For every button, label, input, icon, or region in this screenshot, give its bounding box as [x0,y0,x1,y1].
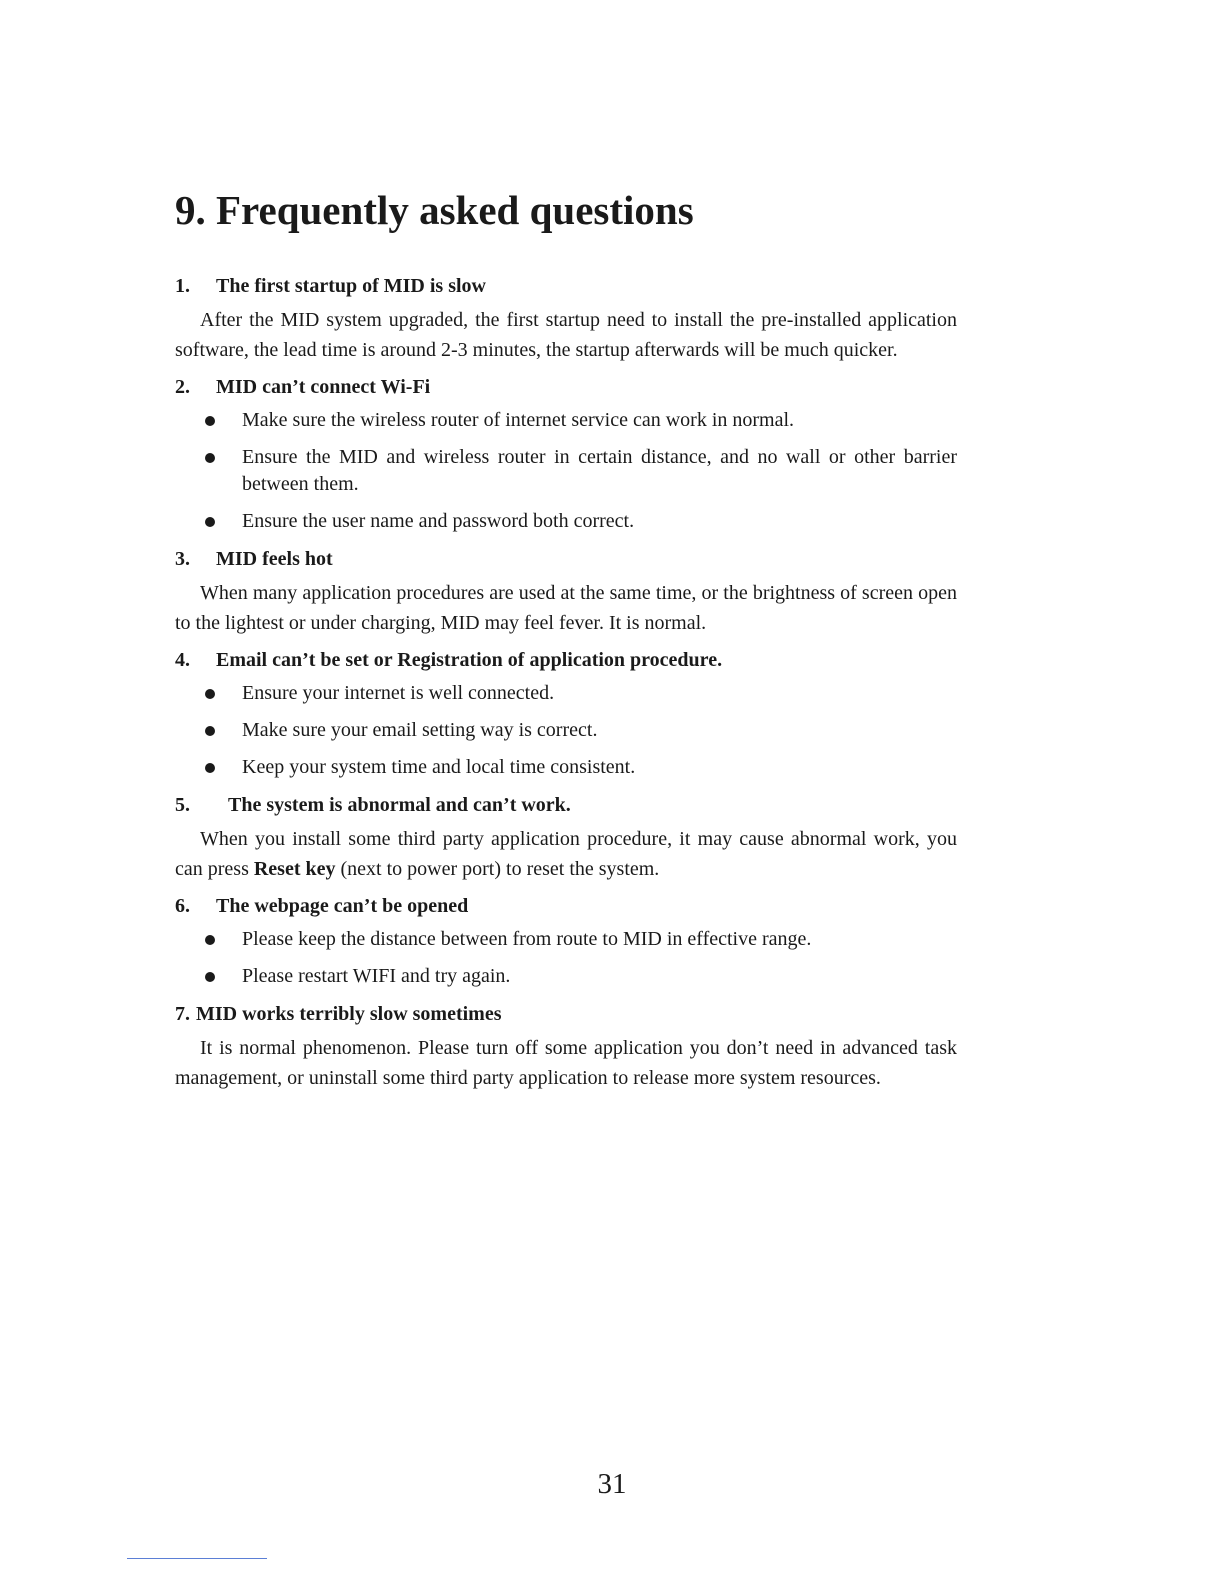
faq-list [175,272,957,1101]
page-number: 31 [597,1468,627,1500]
faq-answer-2-list [175,407,957,535]
question-title: MID works terribly slow sometimes [196,1003,502,1025]
reset-key-text: Reset key [253,857,336,880]
question-title: Email can’t be set or Registration of application procedure. [216,649,723,671]
list-item: Please keep the distance between from route to MID in effective range. [175,926,957,953]
bullet-icon [205,763,215,773]
faq-answer-3: When many application procedures are used at the same time, or the brightness of screen open to the lightest or under charging, MID may feel fever. It is normal. [175,582,957,634]
question-number: 1. [175,275,190,297]
question-title: MID feels hot [216,548,333,570]
faq-answer-7: It is normal phenomenon. Please turn off some application you don’t need in advanced task management, or uninstall some third party application to release more system resources. [175,1037,957,1089]
question-number: 2. [175,376,190,398]
bullet-icon [205,517,215,527]
list-item: Ensure your internet is well connected. [175,680,957,707]
list-item: Keep your system time and local time consistent. [175,754,957,781]
faq-question-2 [175,373,957,401]
question-title: The first startup of MID is slow [216,275,486,297]
question-number: 6. [175,895,190,917]
bullet-icon [205,726,215,736]
list-item: Ensure the MID and wireless router in certain distance, and no wall or other barrier between them. [175,444,957,498]
question-title: MID can’t connect Wi-Fi [216,376,431,398]
list-item: Make sure the wireless router of internet service can work in normal. [175,407,957,434]
bullet-icon [205,935,215,945]
faq-question-1 [175,272,957,300]
page-title: 9. Frequently asked questions [175,187,694,233]
bullet-icon [205,972,215,982]
faq-question-6 [175,892,957,920]
list-item: Ensure the user name and password both correct. [175,508,957,535]
bullet-icon [205,689,215,699]
faq-question-4 [175,646,957,674]
faq-question-5 [175,791,957,819]
list-item: Make sure your email setting way is correct. [175,717,957,744]
bottom-rule [127,1558,267,1559]
faq-answer-6-list [175,926,957,990]
question-number: 5. [175,794,190,816]
faq-answer-5: When you install some third party application procedure, it may cause abnormal work, you can press Reset key (next to power port) to reset the system. [175,828,957,880]
bullet-icon [205,453,215,463]
question-number: 3. [175,548,190,570]
faq-answer-1: After the MID system upgraded, the first startup need to install the pre-installed application software, the lead time is around 2-3 minutes, the startup afterwards will be much quicker. [175,309,957,361]
list-item: Please restart WIFI and try again. [175,963,957,990]
faq-answer-4-list [175,680,957,781]
question-number: 4. [175,649,190,671]
question-title: The system is abnormal and can’t work. [228,794,571,816]
bullet-icon [205,416,215,426]
faq-question-3 [175,545,957,573]
question-title: The webpage can’t be opened [216,895,469,917]
question-number: 7. [175,1003,190,1025]
faq-question-7 [175,1000,957,1028]
